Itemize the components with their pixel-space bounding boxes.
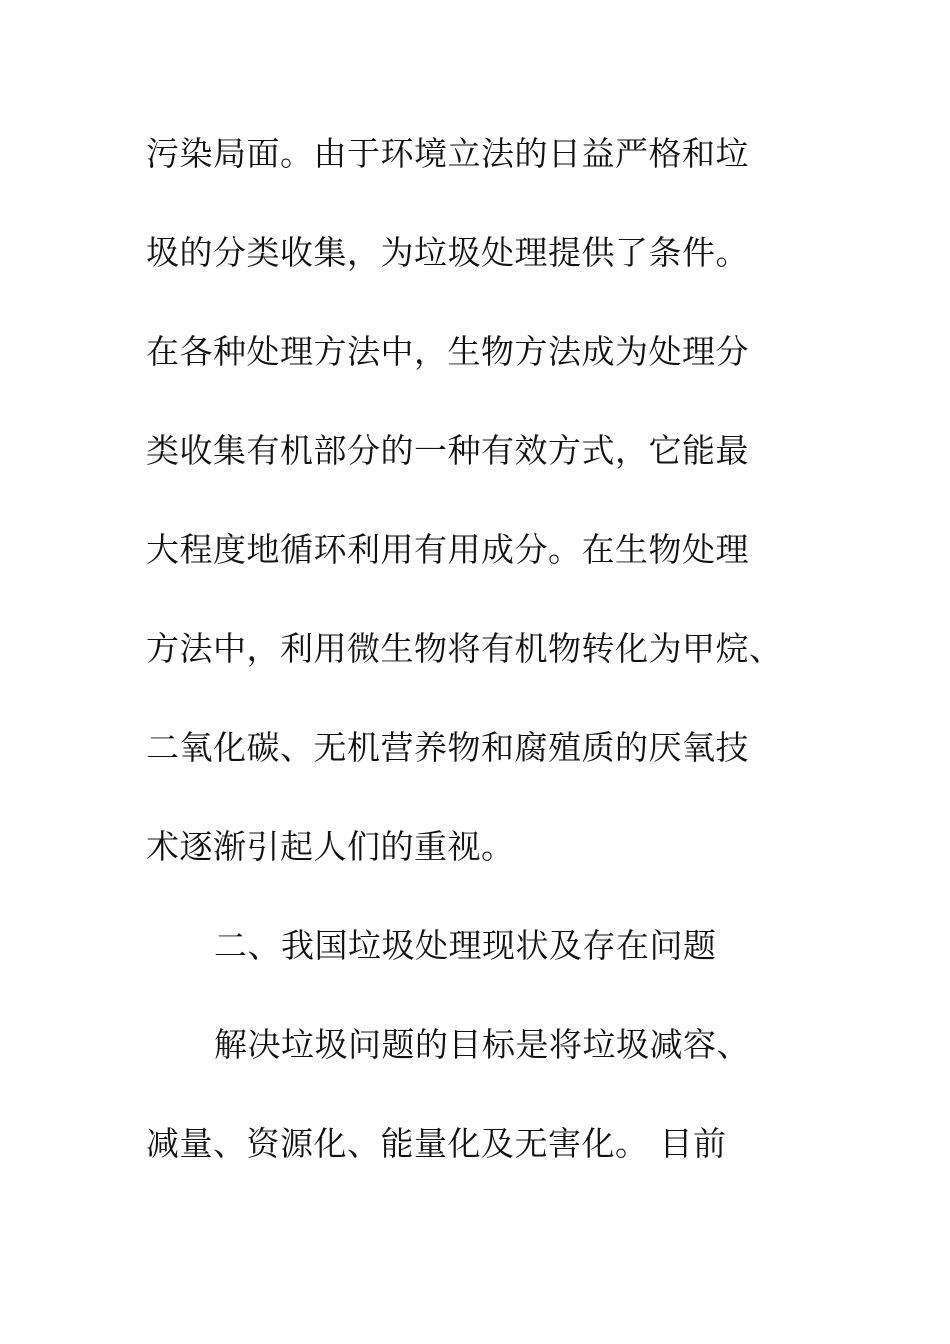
paragraph-line: 二氧化碳、无机营养物和腐殖质的厌氧技 — [146, 728, 749, 767]
paragraph-line: 解决垃圾问题的目标是将垃圾减容、 — [214, 1025, 750, 1064]
paragraph-line: 方法中，利用微生物将有机物转化为甲烷、 — [146, 629, 783, 668]
paragraph-line: 大程度地循环利用有用成分。在生物处理 — [146, 530, 749, 569]
paragraph-line: 圾的分类收集，为垃圾处理提供了条件。 — [146, 233, 749, 272]
paragraph-line: 在各种处理方法中，生物方法成为处理分 — [146, 332, 749, 371]
paragraph-line: 类收集有机部分的一种有效方式，它能最 — [146, 431, 749, 470]
paragraph-line: 术逐渐引起人们的重视。 — [146, 827, 515, 866]
paragraph-line: 污染局面。由于环境立法的日益严格和垃 — [146, 134, 749, 173]
paragraph-line: 减量、资源化、能量化及无害化。 目前 — [146, 1124, 727, 1163]
section-heading: 二、我国垃圾处理现状及存在问题 — [214, 926, 717, 965]
